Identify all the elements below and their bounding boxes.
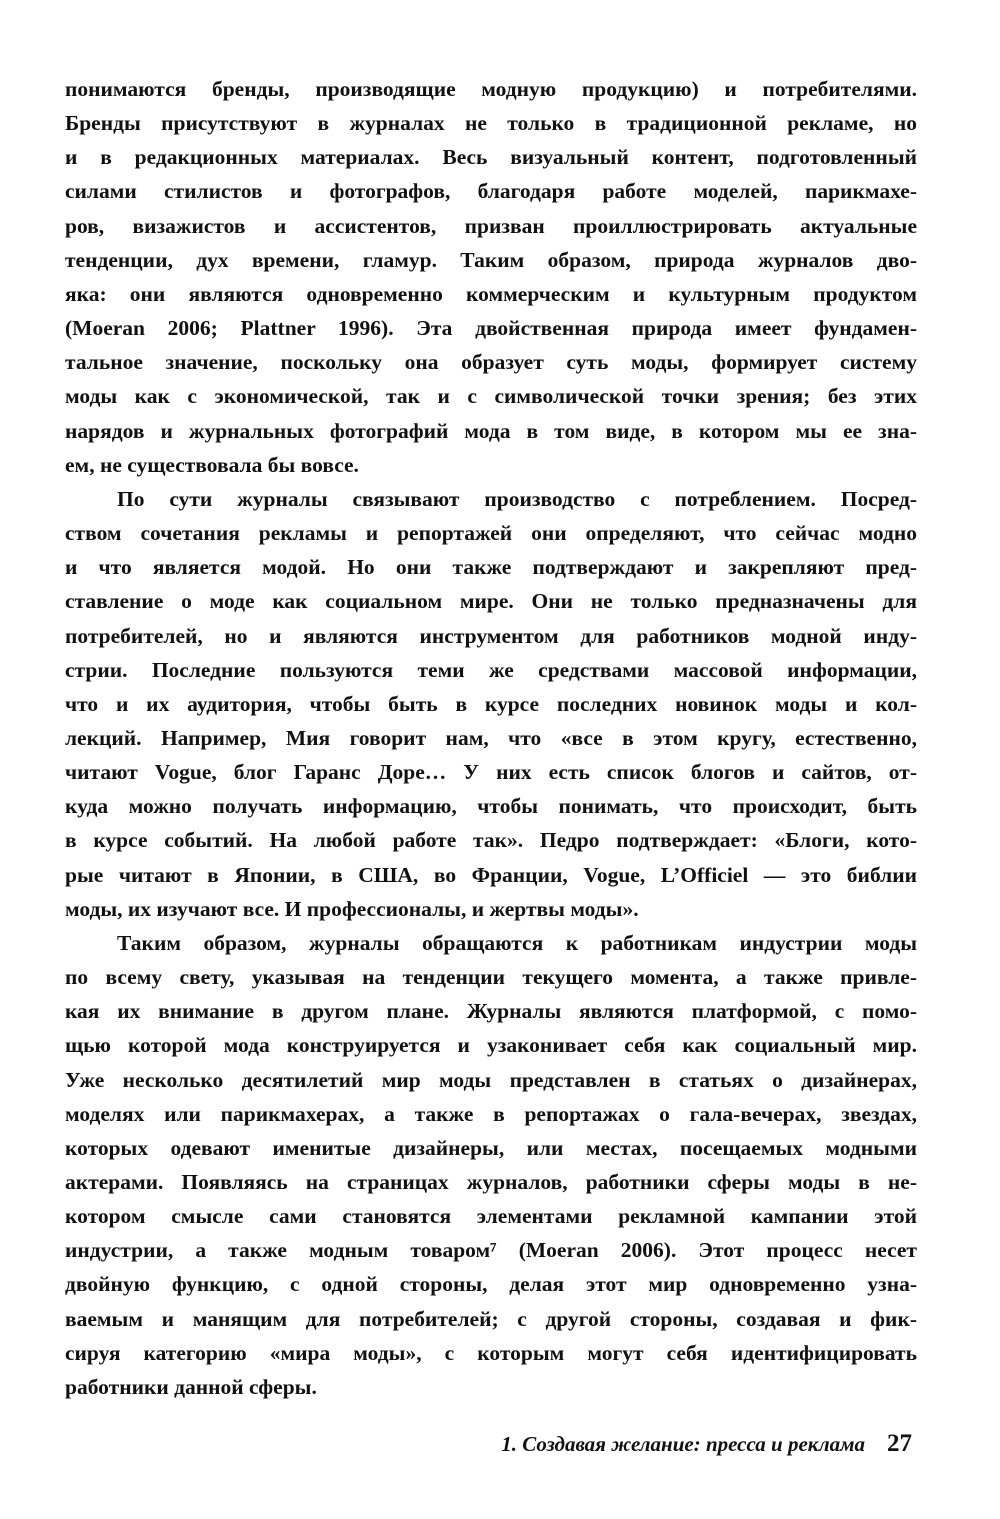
text-line: яка: они являются одновременно коммерческим и культурным продуктом [65, 281, 917, 306]
text-line: двойную функцию, с одной стороны, делая этот мир одновременно узна- [65, 1272, 917, 1297]
text-line: и что является модой. Но они также подтверждают и закрепляют пред- [65, 555, 917, 580]
text-line: ем, не существовала бы вовсе. [65, 452, 359, 477]
text-line: в курсе событий. На любой работе так». Педро подтверждает: «Блоги, кото- [65, 828, 917, 853]
text-line: моды, их изучают все. И профессионалы, и жертвы моды». [65, 896, 639, 921]
text-line: кая их внимание в другом плане. Журналы являются платформой, с помо- [65, 999, 917, 1024]
text-line: стрии. Последние пользуются теми же средствами массовой информации, [65, 657, 917, 682]
text-line: (Moeran 2006; Plattner 1996). Эта двойственная природа имеет фундамен- [65, 316, 917, 341]
text-line: нарядов и журнальных фотографий мода в том виде, в котором мы ее зна- [65, 418, 917, 443]
text-line: что и их аудитория, чтобы быть в курсе последних новинок моды и кол- [65, 691, 917, 716]
text-line: потребителей, но и являются инструментом для работников модной инду- [65, 623, 917, 648]
text-line: тенденции, дух времени, гламур. Таким образом, природа журналов дво- [65, 247, 917, 272]
text-line: ставление о моде как социальном мире. Они не только предназначены для [65, 589, 917, 614]
text-line: По сути журналы связывают производство с потреблением. Посред- [117, 486, 917, 511]
text-line: актерами. Появляясь на страницах журналов, работники сферы моды в не- [65, 1170, 917, 1194]
text-line: сируя категорию «мира моды», с которым могут себя идентифицировать [65, 1340, 917, 1365]
body-text [65, 72, 917, 1404]
text-line: работники данной сферы. [65, 1374, 317, 1399]
text-line: читают Vogue, блог Гаранс Доре… У них есть список блогов и сайтов, от- [65, 760, 917, 785]
paragraph [65, 926, 917, 1404]
text-line: ваемым и манящим для потребителей; с другой стороны, создавая и фик- [65, 1306, 917, 1331]
text-line: индустрии, а также модным товаром⁷ (Moeran 2006). Этот процесс несет [65, 1238, 917, 1263]
text-line: силами стилистов и фотографов, благодаря работе моделей, парикмахе- [65, 179, 917, 204]
text-line: котором смысле сами становятся элементами рекламной кампании этой [65, 1204, 917, 1229]
text-line: моделях или парикмахерах, а также в репортажах о гала-вечерах, звездах, [65, 1101, 917, 1126]
text-line: моды как с экономической, так и с символической точки зрения; без этих [65, 384, 917, 409]
text-line: рые читают в Японии, в США, во Франции, Vogue, L’Officiel — это библии [65, 862, 917, 887]
text-line: Таким образом, журналы обращаются к работникам индустрии моды [117, 930, 917, 955]
text-line: и в редакционных материалах. Весь визуальный контент, подготовленный [65, 145, 917, 170]
page-number: 27 [887, 1430, 912, 1457]
text-line: понимаются бренды, производящие модную продукцию) и потребителями. [65, 77, 917, 101]
text-line: лекций. Например, Мия говорит нам, что «все в этом кругу, естественно, [65, 725, 917, 750]
paragraph [65, 482, 917, 926]
text-line: ством сочетания рекламы и репортажей они определяют, что сейчас модно [65, 521, 917, 546]
paragraph [65, 72, 917, 482]
running-head: 1. Создавая желание: пресса и реклама [501, 1432, 865, 1456]
text-line: куда можно получать информацию, чтобы понимать, что происходит, быть [65, 794, 917, 819]
page-footer [501, 1430, 912, 1458]
text-line: которых одевают именитые дизайнеры, или местах, посещаемых модными [65, 1135, 917, 1160]
text-line: Бренды присутствуют в журналах не только в традиционной рекламе, но [65, 111, 917, 136]
text-line: ров, визажистов и ассистентов, призван проиллюстрировать актуальные [65, 213, 917, 238]
text-line: щью которой мода конструируется и узаконивает себя как социальный мир. [65, 1033, 917, 1058]
text-line: по всему свету, указывая на тенденции текущего момента, а также привле- [65, 965, 917, 990]
text-line: Уже несколько десятилетий мир моды представлен в статьях о дизайнерах, [65, 1067, 917, 1092]
text-line: тальное значение, поскольку она образует суть моды, формирует систему [65, 350, 917, 375]
